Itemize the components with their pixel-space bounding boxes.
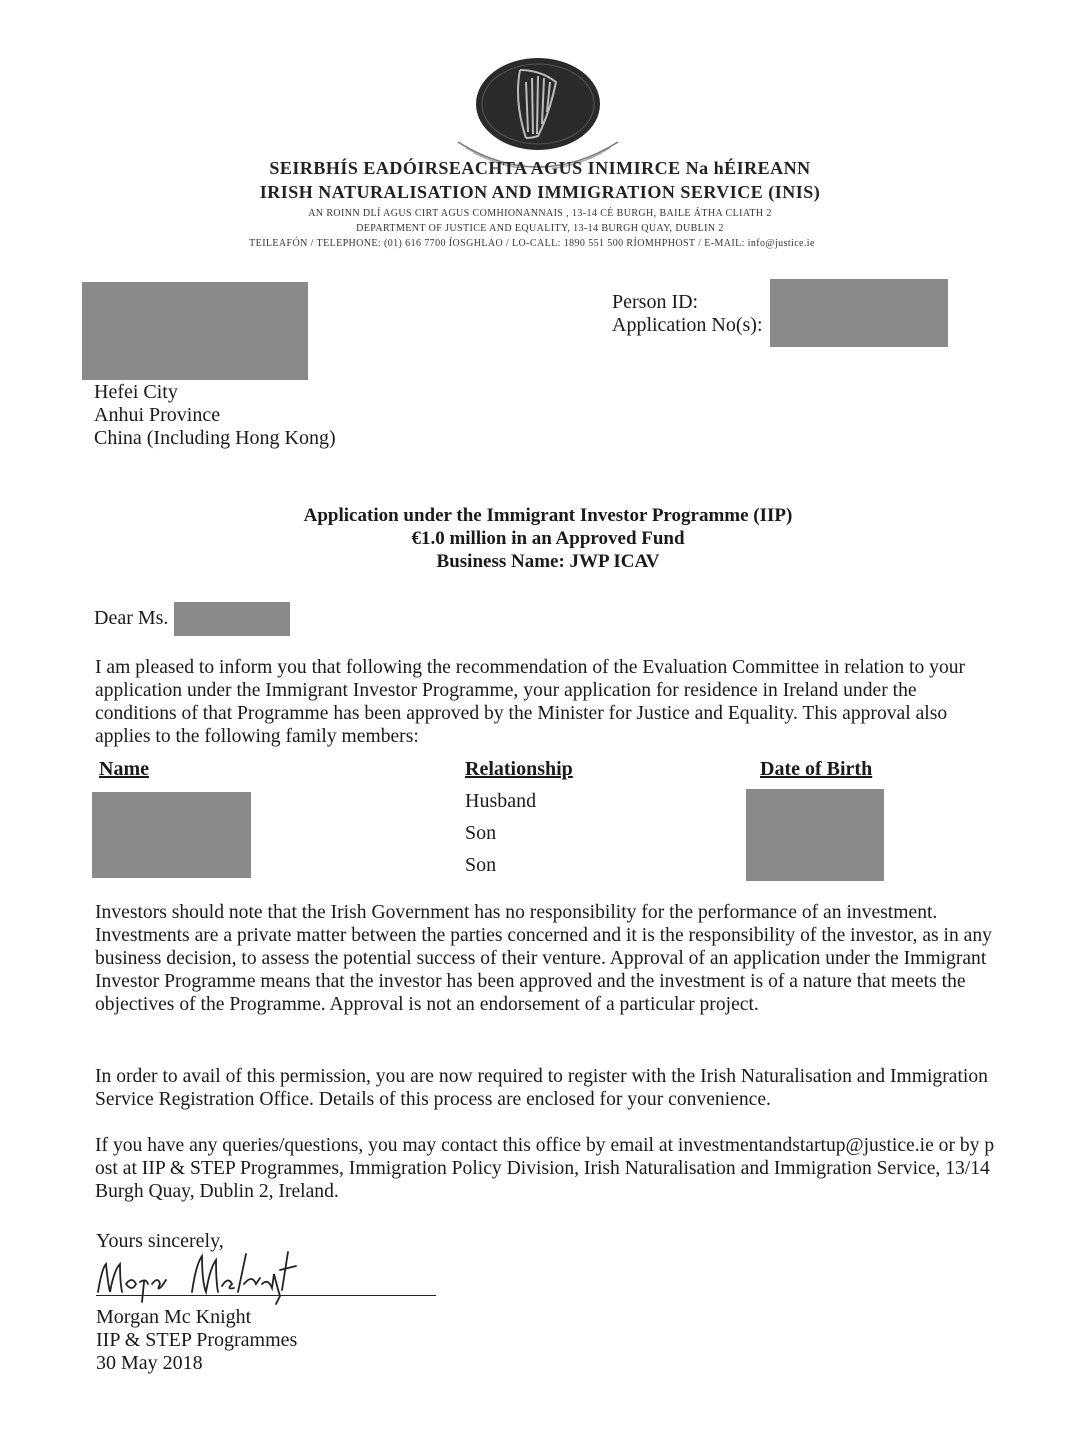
letterhead-title-english: IRISH NATURALISATION AND IMMIGRATION SERVICE (INIS) [259, 182, 821, 202]
letterhead-address-irish: AN ROINN DLÍ AGUS CIRT AGUS COMHIONANNAIS , 13-14 CÉ BURGH, BAILE ÁTHA CLIATH 2 [308, 208, 772, 219]
signatory-name: Morgan Mc Knight [96, 1306, 252, 1328]
signature-line [96, 1295, 436, 1296]
redacted-recipient-surname [174, 602, 290, 636]
redacted-reference-numbers [770, 279, 948, 347]
valediction: Yours sincerely, [96, 1230, 224, 1252]
redacted-recipient-name [82, 282, 308, 380]
redacted-dates-of-birth [746, 789, 884, 881]
address-line-2: Anhui Province [94, 404, 221, 426]
letterhead-title-irish: SEIRBHÍS EADÓIRSEACHTA AGUS INIMIRCE Na hÉIREANN [269, 158, 811, 178]
salutation: Dear Ms. [94, 607, 169, 629]
subject-line-1: Application under the Immigrant Investor Programme (IIP) [303, 505, 793, 526]
table-row-relationship: Son [465, 854, 497, 876]
signatory-department: IIP & STEP Programmes [96, 1329, 298, 1351]
address-line-3: China (Including Hong Kong) [94, 427, 336, 449]
table-header-relationship: Relationship [465, 758, 573, 780]
table-row-relationship: Husband [465, 790, 537, 812]
table-row-relationship: Son [465, 822, 497, 844]
table-header-name: Name [99, 758, 149, 780]
person-id-label: Person ID: [612, 291, 699, 313]
address-line-1: Hefei City [94, 381, 178, 403]
paragraph-investor-notice: Investors should note that the Irish Government has no responsibility for the performance of an investment. Investments are a private matter between the parties concerned and it is the responsibility of the investor, as in any business decision, to assess the potential success of their venture. Approval of an application under the Immigrant Investor Programme means that the investor has been approved and the investment is of a nature that meets the objectives of the Programme. Approval is not an endorsement of a particular project. [95, 902, 992, 1015]
letterhead-address-english: DEPARTMENT OF JUSTICE AND EQUALITY, 13-14 BURGH QUAY, DUBLIN 2 [356, 223, 724, 234]
subject-line-2: €1.0 million in an Approved Fund [411, 528, 685, 549]
application-no-label: Application No(s): [612, 314, 763, 336]
paragraph-contact: If you have any queries/questions, you may contact this office by email at investmentandstartup@justice.ie or by post at IIP & STEP Programmes, Immigration Policy Division, Irish Naturalisation and Immigration Service, 13/14 Burgh Quay, Dublin 2, Ireland. [95, 1135, 995, 1202]
paragraph-registration: In order to avail of this permission, you are now required to register with the Irish Naturalisation and Immigration Service Registration Office. Details of this process are enclosed for your convenience. [95, 1066, 988, 1110]
redacted-family-names [92, 792, 251, 878]
letterhead-contact-line: TEILEAFÓN / TELEPHONE: (01) 616 7700 ÍOSGHLAO / LO-CALL: 1890 551 500 RÍOMHPHOST / E-MAIL: info@justice.ie [249, 238, 815, 249]
paragraph-approval: I am pleased to inform you that following the recommendation of the Evaluation Committee in relation to your application under the Immigrant Investor Programme, your application for residence in Ireland under the conditions of that Programme has been approved by the Minister for Justice and Equality. This approval also applies to the following family members: [95, 657, 966, 747]
table-header-date-of-birth: Date of Birth [760, 758, 873, 780]
subject-line-3: Business Name: JWP ICAV [436, 551, 660, 572]
harp-icon [448, 52, 628, 168]
letter-date: 30 May 2018 [96, 1352, 203, 1374]
